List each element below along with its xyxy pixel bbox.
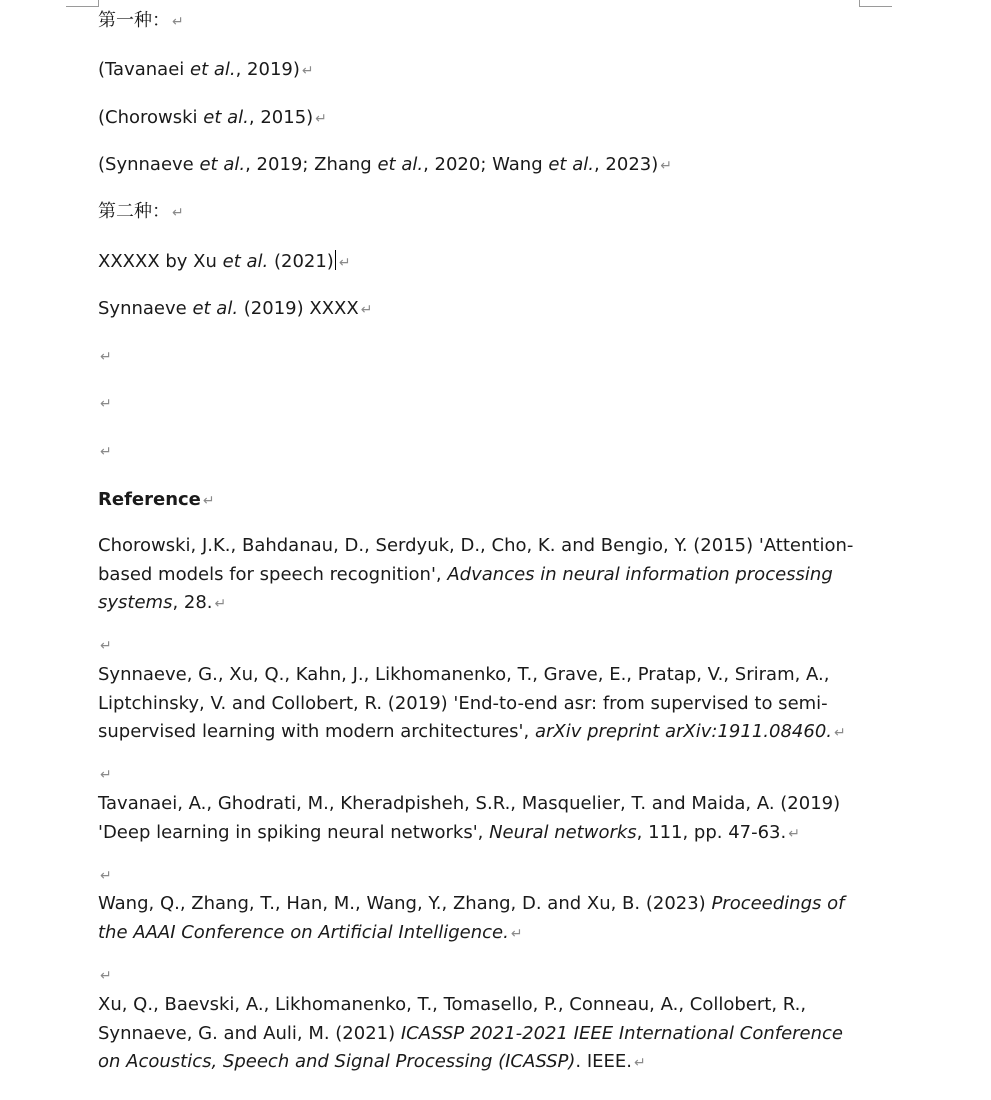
reference-entry-xu[interactable]: Xu, Q., Baevski, A., Likhomanenko, T., Tomasello, P., Conneau, A., Collobert, R., Synnaeve, G. and Auli, M. (2021) ICASSP 2021-2021 IEEE International Conference on Acoustics, Speech and Signal Processing (ICASSP). IEEE. ↵ — [98, 994, 844, 1073]
paragraph-mark-icon: ↵ — [301, 63, 314, 79]
margin-corner-mark-left — [66, 0, 99, 7]
empty-paragraph[interactable] — [98, 440, 112, 463]
reference-entry-synnaeve[interactable]: Synnaeve, G., Xu, Q., Kahn, J., Likhomanenko, T., Grave, E., Pratap, V., Sriram, A., Liptchinsky, V. and Collobert, R. (2019) 'End-to-end asr: from supervised to semi-supervised learning with modern architectures', arXiv preprint arXiv:1911.08460. ↵ — [98, 664, 846, 743]
paragraph-mark-icon: ↵ — [214, 596, 227, 613]
paragraph-mark-icon: ↵ — [834, 725, 846, 742]
reference-entry-wang[interactable]: Wang, Q., Zhang, T., Han, M., Wang, Y., Zhang, D. and Xu, B. (2023) Proceedings of the AAAI Conference on Artificial Intelligence. ↵ — [98, 893, 845, 943]
reference-heading[interactable]: Reference ↵ — [98, 489, 215, 510]
paragraph-mark-icon: ↵ — [172, 205, 184, 221]
paragraph-mark-icon: ↵ — [315, 111, 327, 127]
empty-paragraph[interactable] — [98, 964, 112, 987]
narrative-citation-synnaeve[interactable]: Synnaeve et al. (2019) XXXX ↵ — [98, 298, 373, 319]
empty-paragraph[interactable] — [98, 345, 112, 368]
empty-paragraph[interactable] — [98, 634, 112, 657]
margin-corner-mark-right — [859, 0, 892, 7]
empty-paragraph[interactable] — [98, 392, 112, 415]
empty-paragraph[interactable] — [98, 864, 112, 887]
paragraph-mark-icon: ↵ — [360, 302, 373, 318]
citation-line-tavanaei[interactable]: (Tavanaei et al., 2019) ↵ — [98, 59, 314, 80]
paragraph-mark-icon: ↵ — [100, 349, 112, 365]
paragraph-mark-icon: ↵ — [100, 868, 112, 884]
citation-line-multiple[interactable]: (Synnaeve et al., 2019; Zhang et al., 2020; Wang et al., 2023) ↵ — [98, 154, 672, 175]
paragraph-mark-icon: ↵ — [788, 825, 800, 842]
text-cursor — [335, 250, 336, 270]
paragraph-mark-icon: ↵ — [172, 14, 184, 30]
narrative-citation-xu[interactable]: XXXXX by Xu et al. (2021) ↵ — [98, 251, 351, 272]
citation-line-chorowski[interactable]: (Chorowski et al., 2015) ↵ — [98, 107, 327, 128]
paragraph-mark-icon: ↵ — [634, 1055, 646, 1072]
paragraph-mark-icon: ↵ — [660, 158, 672, 174]
paragraph-mark-icon: ↵ — [100, 968, 112, 984]
reference-entry-tavanaei[interactable]: Tavanaei, A., Ghodrati, M., Kheradpisheh, S.R., Masquelier, T. and Maida, A. (2019) 'Deep learning in spiking neural networks', Neural networks, 111, pp. 47-63. ↵ — [98, 793, 841, 843]
empty-paragraph[interactable] — [98, 763, 112, 786]
paragraph-mark-icon: ↵ — [100, 444, 112, 460]
paragraph-mark-icon: ↵ — [338, 255, 351, 271]
paragraph-mark-icon: ↵ — [100, 638, 112, 654]
paragraph-mark-icon: ↵ — [510, 925, 523, 942]
paragraph-mark-icon: ↵ — [100, 767, 112, 783]
paragraph-mark-icon: ↵ — [100, 396, 112, 412]
paragraph-mark-icon: ↵ — [202, 493, 215, 509]
reference-entry-chorowski[interactable]: Chorowski, J.K., Bahdanau, D., Serdyuk, D., Cho, K. and Bengio, Y. (2015) 'Attention-based models for speech recognition', Advances in neural information processing systems, 28. ↵ — [98, 535, 854, 614]
heading-type-two[interactable]: 第二种： ↵ — [98, 201, 184, 222]
heading-type-one[interactable]: 第一种： ↵ — [98, 10, 184, 31]
